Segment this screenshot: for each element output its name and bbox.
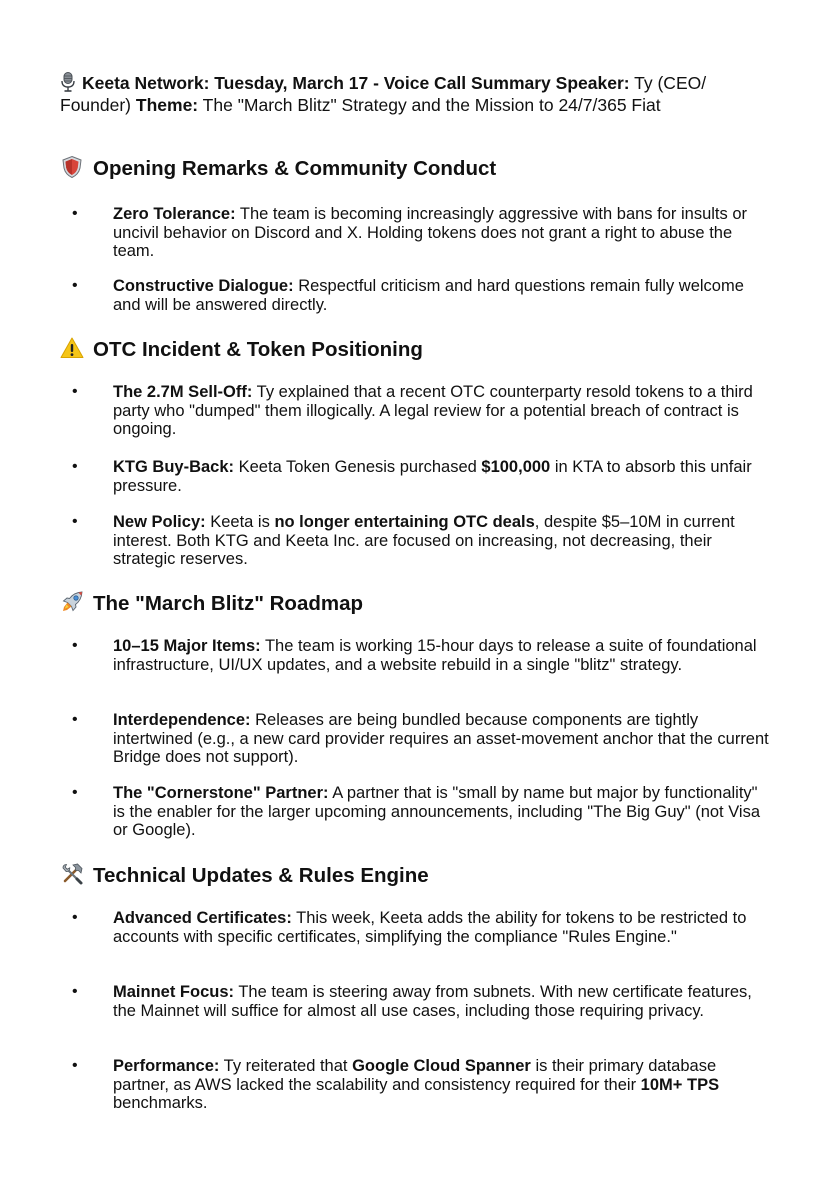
list-item: [72, 458, 772, 495]
bullet-text: This week, Keeta adds the ability for tokens to be restricted to accounts with specific certificates, simplifying the compliance "Rules Engine.": [113, 909, 747, 946]
bullet-text: A partner that is "small by name but major by functionality" is the enabler for the larger upcoming announcements, including "The Big Guy" (not Visa or Google).: [113, 784, 761, 839]
bullet-text: The team is working 15-hour days to release a suite of foundational infrastructure, UI/UX updates, and a website rebuild in a single "blitz" strategy.: [113, 637, 757, 674]
bullet-marker: •: [72, 383, 78, 400]
shield-icon: [60, 155, 84, 179]
bullet-marker: •: [72, 513, 78, 530]
section-heading-march-blitz: [60, 590, 363, 617]
bullet-label: Zero Tolerance:: [113, 205, 236, 223]
bullet-label: Advanced Certificates:: [113, 909, 292, 927]
bullet-emphasis: Google Cloud Spanner: [352, 1057, 531, 1075]
bullet-emphasis: 10M+ TPS: [640, 1075, 720, 1094]
list-item: [72, 383, 772, 439]
bullet-label: The 2.7M Sell-Off:: [113, 383, 253, 401]
bullet-text: in KTA to absorb this unfair pressure.: [113, 458, 752, 495]
bullet-text: Releases are being bundled because components are tightly intertwined (e.g., a new card provider requires an asset-movement anchor that the current Bridge does not support).: [113, 711, 769, 766]
bullet-label: KTG Buy-Back:: [113, 458, 235, 476]
bullet-text: is their primary database partner, as AWS lacked the scalability and consistency required for their: [113, 1057, 717, 1094]
bullet-marker: •: [72, 909, 78, 926]
bullet-marker: •: [72, 637, 78, 654]
list-item: [72, 909, 772, 946]
tools-icon: [60, 862, 84, 886]
section-heading-text: Opening Remarks & Community Conduct: [93, 157, 497, 180]
speaker-value: Ty (CEO/ Founder): [60, 73, 707, 115]
bullet-label: The "Cornerstone" Partner:: [113, 784, 329, 802]
bullet-marker: •: [72, 458, 78, 475]
section-heading-text: The "March Blitz" Roadmap: [93, 592, 364, 615]
list-item: [72, 637, 772, 674]
summary-header: [60, 72, 750, 116]
bullet-marker: •: [72, 784, 78, 801]
section-heading-otc-incident: [60, 336, 423, 363]
summary-title: Keeta Network: Tuesday, March 17 - Voice Call Summary: [82, 73, 551, 93]
bullet-text: , despite $5–10M in current interest. Both KTG and Keeta Inc. are focused on increasing, not decreasing, their strategic reserves.: [113, 513, 735, 568]
bullet-marker: •: [72, 711, 78, 728]
list-item: [72, 983, 772, 1020]
list-item: [72, 711, 772, 767]
bullet-text: Keeta Token Genesis purchased: [238, 458, 477, 476]
warning-icon: [60, 336, 84, 360]
bullet-text: Keeta is: [210, 513, 270, 531]
list-item: [72, 1057, 772, 1113]
section-heading-community-conduct: [60, 155, 496, 182]
bullet-text: Ty explained that a recent OTC counterparty resold tokens to a third party who "dumped" them illogically. A legal review for a potential breach of contract is ongoing.: [113, 383, 753, 438]
bullet-label: Constructive Dialogue:: [113, 277, 294, 295]
bullet-text: Respectful criticism and hard questions remain fully welcome and will be answered directly.: [113, 277, 744, 314]
list-item: [72, 277, 772, 314]
section-heading-technical-updates: [60, 862, 429, 889]
bullet-text: The team is steering away from subnets. With new certificate features, the Mainnet will suffice for almost all use cases, including those requiring privacy.: [113, 983, 752, 1020]
bullet-emphasis: no longer entertaining OTC deals: [274, 513, 535, 531]
section-heading-text: OTC Incident & Token Positioning: [93, 338, 423, 361]
rocket-icon: [60, 590, 84, 614]
speaker-label: Speaker:: [555, 73, 630, 93]
bullet-label: Interdependence:: [113, 711, 251, 729]
bullet-text: Ty reiterated that: [223, 1057, 348, 1075]
bullet-text: benchmarks.: [113, 1094, 208, 1112]
bullet-label: New Policy:: [113, 513, 206, 531]
bullet-label: Performance:: [113, 1057, 220, 1075]
bullet-marker: •: [72, 983, 78, 1000]
section-heading-text: Technical Updates & Rules Engine: [93, 864, 429, 887]
bullet-marker: •: [72, 1057, 78, 1074]
theme-value: The "March Blitz" Strategy and the Mission to 24/7/365 Fiat: [202, 95, 661, 115]
bullet-text: The team is becoming increasingly aggressive with bans for insults or uncivil behavior on Discord and X. Holding tokens does not grant a right to abuse the team.: [113, 205, 748, 260]
bullet-marker: •: [72, 205, 78, 222]
list-item: [72, 784, 772, 840]
bullet-marker: •: [72, 277, 78, 294]
microphone-icon: [60, 72, 76, 92]
list-item: [72, 205, 772, 261]
theme-label: Theme:: [135, 95, 199, 115]
bullet-label: Mainnet Focus:: [113, 983, 235, 1001]
bullet-label: 10–15 Major Items:: [113, 637, 261, 655]
list-item: [72, 513, 772, 569]
bullet-emphasis: $100,000: [481, 458, 551, 476]
